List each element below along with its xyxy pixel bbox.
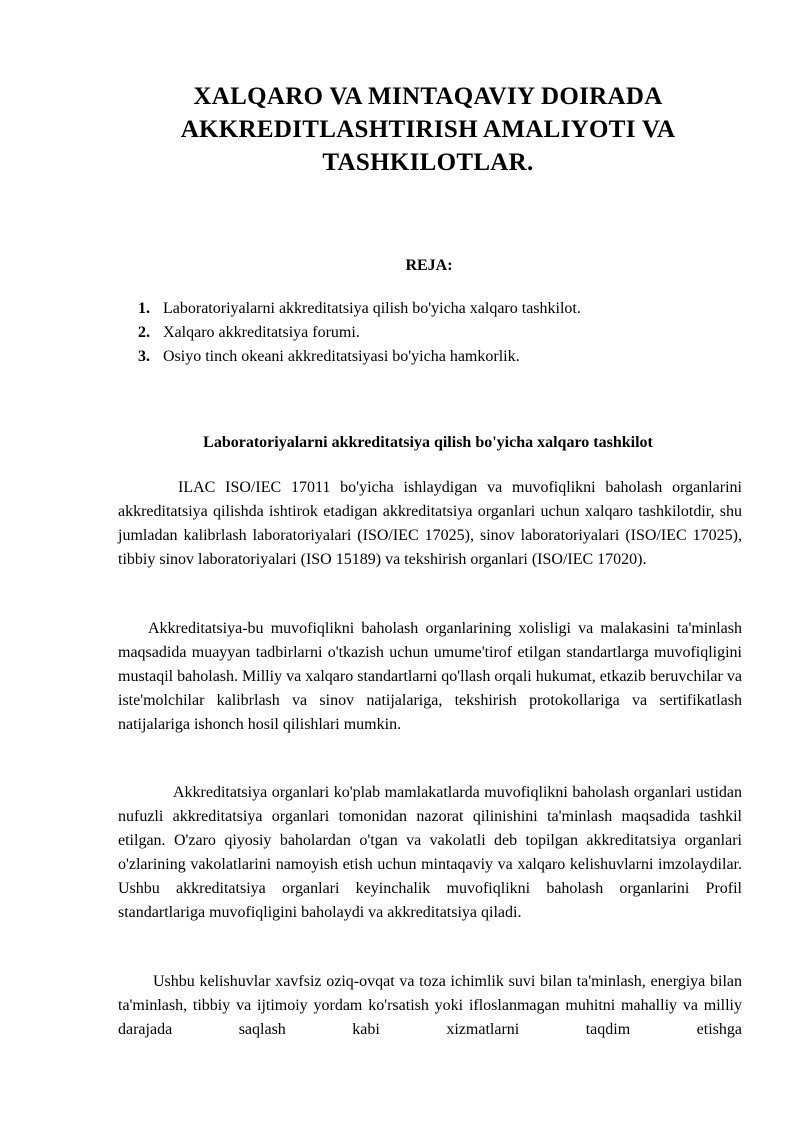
document-title [118, 80, 738, 179]
body-paragraph: Akkreditatsiya organlari ko'plab mamlakatlarda muvofiqlikni baholash organlari ustidan nufuzli akkreditatsiya organlari tomonidan nazorat qilinishini ta'minlash maqsadida tashkil etilgan. O'zaro qiyosiy baholardan o'tgan va vakolatli deb topilgan akkreditatsiya organlari o'zlarining vakolatlarini namoyish etish uchun mintaqaviy va xalqaro kelishuvlarni imzolaydilar. Ushbu akkreditatsiya organlari keyinchalik muvofiqlikni baholash organlarini Profil standartlariga muvofiqligini baholaydi va akkreditatsiya qiladi. [118, 784, 742, 921]
section-heading: Laboratoriyalarni akkreditatsiya qilish bo'yicha xalqaro tashkilot [203, 434, 653, 451]
title-line: AKKREDITLASHTIRISH AMALIYOTI VA [180, 116, 676, 143]
plan-item-text: Xalqaro akkreditatsiya forumi. [163, 324, 360, 341]
body-paragraph: Akkreditatsiya-bu muvofiqlikni baholash organlarining xolisligi va malakasini ta'minlash maqsadida muayyan tadbirlarni o'tkazish uchun umume'tirof etilgan standartlarga muvofiqligini mustaqil baholash. Milliy va xalqaro standartlarni qo'llash orqali hukumat, etkazib beruvchilar va iste'molchilar kalibrlash va sinov natijalariga, tekshirish protokollariga va sertifikatlash natijalariga ishonch hosil qilishlari mumkin. [118, 620, 742, 733]
title-line: TASHKILOTLAR. [322, 149, 534, 176]
plan-item [138, 321, 581, 345]
plan-item-number: 1. [138, 300, 150, 317]
paragraph-block [118, 476, 742, 572]
title-line: XALQARO VA MINTAQAVIY DOIRADA [193, 83, 663, 110]
plan-heading: REJA: [405, 257, 453, 274]
plan-item [138, 297, 581, 321]
plan-item-number: 3. [138, 348, 150, 365]
plan-item-text: Osiyo tinch okeani akkreditatsiyasi bo'yicha hamkorlik. [163, 348, 520, 365]
paragraph-block [118, 970, 742, 1042]
paragraph-block [118, 781, 742, 925]
plan-list [138, 297, 581, 369]
plan-item [138, 345, 581, 369]
plan-item-text: Laboratoriyalarni akkreditatsiya qilish bo'yicha xalqaro tashkilot. [163, 300, 581, 317]
body-paragraph: ILAC ISO/IEC 17011 bo'yicha ishlaydigan va muvofiqlikni baholash organlarini akkreditatsiya qilishda ishtirok etadigan akkreditatsiya organlari uchun xalqaro tashkilotdir, shu jumladan kalibrlash laboratoriyalari (ISO/IEC 17025), sinov laboratoriyalari (ISO/IEC 17025), tibbiy sinov laboratoriyalari (ISO 15189) va tekshirish organlari (ISO/IEC 17020). [118, 479, 742, 568]
body-paragraph: Ushbu kelishuvlar xavfsiz oziq-ovqat va toza ichimlik suvi bilan ta'minlash, energiya bilan ta'minlash, tibbiy va ijtimoiy yordam ko'rsatish yoki ifloslanmagan muhitni mahalliy va milliy darajada saqlash kabi xizmatlarni taqdim etishga [118, 973, 742, 1038]
plan-item-number: 2. [138, 324, 150, 341]
paragraph-block [118, 617, 742, 737]
